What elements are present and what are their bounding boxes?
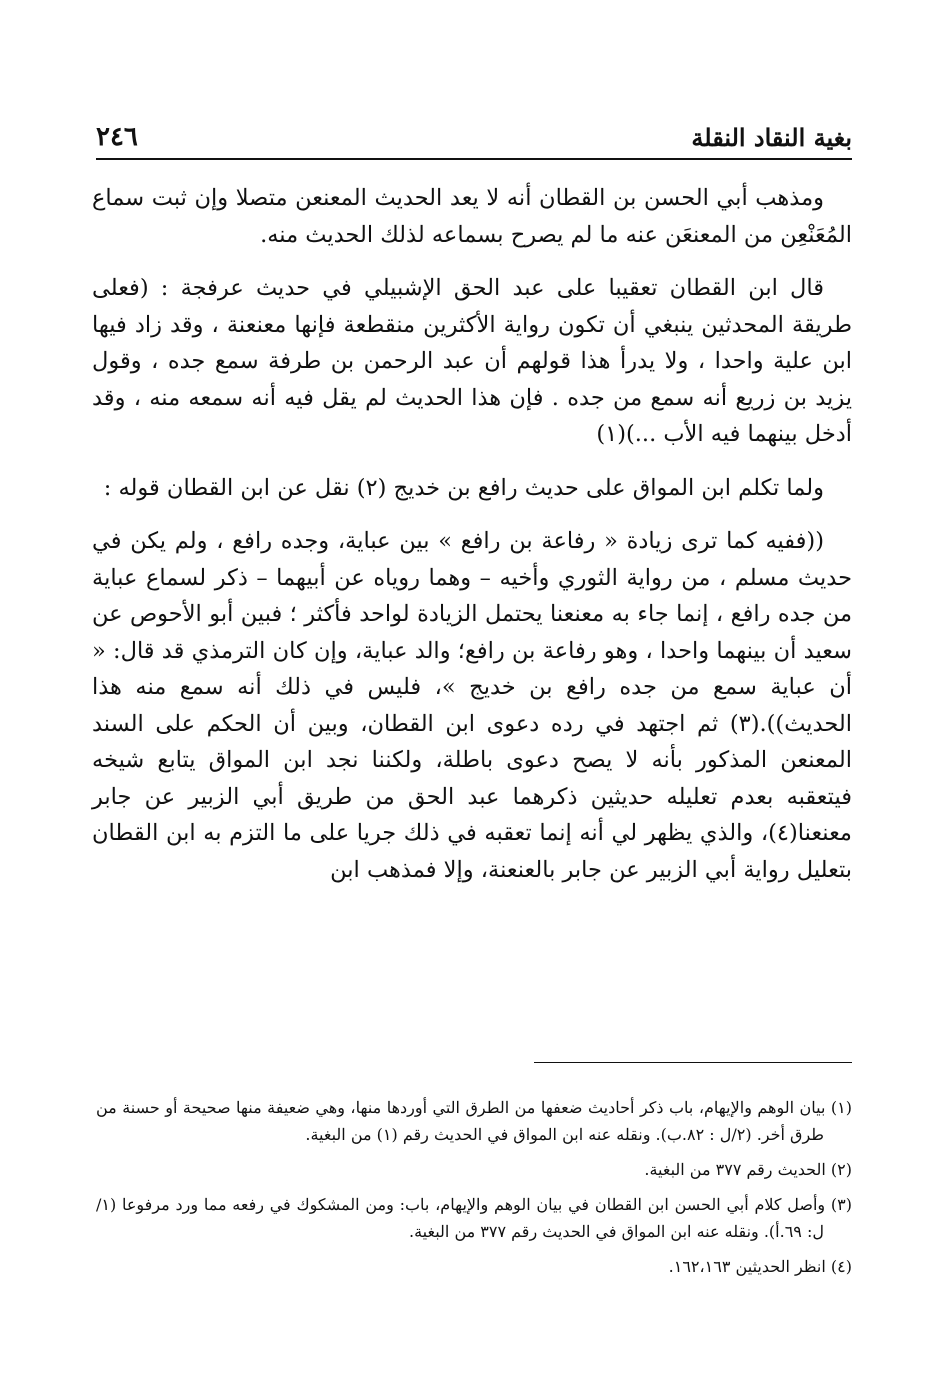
paragraph-3: ولما تكلم ابن المواق على حديث رافع بن خديج (٢) نقل عن ابن القطان قوله : [103, 474, 824, 501]
running-title: بغية النقاد النقلة [691, 123, 852, 152]
footnotes [96, 1094, 852, 1288]
page-number: ٢٤٦ [96, 122, 138, 152]
footnote-divider [534, 1062, 852, 1063]
footnote-3: (٣) وأصل كلام أبي الحسن ابن القطان في بيان الوهم والإيهام، باب: ومن المشكوك في رفعه مما ورد مرفوعا (١/ ل: ٦٩.أ). ونقله عنه ابن المواق في الحديث رقم ٣٧٧ من البغية. [96, 1195, 852, 1241]
footnote-2: (٢) الحديث رقم ٣٧٧ من البغية. [644, 1160, 852, 1179]
main-text [92, 180, 852, 905]
paragraph-1: ومذهب أبي الحسن بن القطان أنه لا يعد الحديث المعنعن متصلا وإن ثبت سماع المُعَنْعِن من المعنعَن عنه ما لم يصرح بسماعه لذلك الحديث منه. [92, 185, 852, 248]
paragraph-2: قال ابن القطان تعقيبا على عبد الحق الإشبيلي في حديث عرفجة : (فعلى طريقة المحدثين ينبغي أن تكون رواية الأكثرين منقطعة فإنها معنعنة ، وقد زاد فيها ابن علية واحدا ، ولا يدرأ هذا قولهم أن عبد الرحمن بن طرفة سمع جده ، وقول يزيد بن زريع أنه سمع من جده . فإن هذا الحديث لم يقل فيه أنه سمعه منه ، وقد أدخل بينهما فيه الأب ...)(١) [92, 275, 852, 447]
footnote-1: (١) بيان الوهم والإيهام، باب ذكر أحاديث ضعفها من الطرق التي أوردها منها، وهي ضعيفة منها صحيحة أو حسنة من طرق أخر. (٢/ل : ٨٢.ب). ونقله عنه ابن المواق في الحديث رقم (١) من البغية. [96, 1098, 852, 1144]
paragraph-4: ((ففيه كما ترى زيادة « رفاعة بن رافع » بين عباية، وجده رافع ، ولم يكن في حديث مسلم ، من رواية الثوري وأخيه – وهما روياه عن أبيهما – ذكر لسماع عباية من جده رافع ، إنما جاء به معنعنا يحتمل الزيادة لواحد فأكثر ؛ فبين أبو الأحوص عن سعيد أن بينهما واحدا ، وهو رفاعة بن رافع؛ والد عباية، وإن كان الترمذي قد قال: « أن عباية سمع من جده رافع بن خديج »، فليس في ذلك أنه سمع منه هذا الحديث)).(٣) ثم اجتهد في رده دعوى ابن القطان، وبين أن الحكم على السند المعنعن المذكور بأنه لا يصح دعوى باطلة، ولكننا نجد ابن المواق يتابع شيخه فيتعقبه بعدم تعليله حديثين ذكرهما عبد الحق من طريق أبي الزبير عن جابر معنعنا(٤)، والذي يظهر لي أنه إنما تعقبه في ذلك جريا على ما التزم به ابن القطان بتعليل رواية أبي الزبير عن جابر بالعنعنة، وإلا فمذهب ابن [92, 528, 852, 883]
page-header [96, 112, 852, 160]
footnote-4: (٤) انظر الحديثين ١٦٢،١٦٣. [668, 1257, 852, 1276]
